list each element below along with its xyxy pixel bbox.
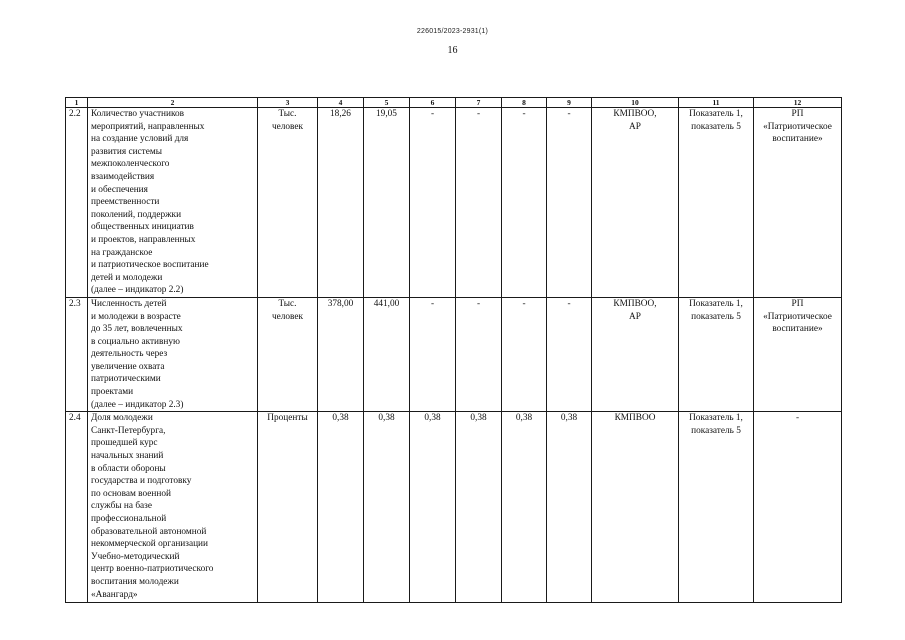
- indicator-name: [88, 108, 258, 298]
- text-line: человек: [271, 311, 304, 322]
- text-line: в области обороны: [91, 463, 166, 474]
- text-line: РП: [791, 298, 804, 309]
- text-line: образовательной автономной: [91, 526, 207, 537]
- page-number: 16: [447, 45, 458, 56]
- text-line: и патриотическое воспитание: [91, 260, 209, 271]
- value-cell: -: [547, 297, 592, 411]
- column-header: 5: [364, 98, 410, 108]
- unit-cell: [258, 108, 318, 298]
- executor-cell: [592, 412, 679, 603]
- indicator-link-cell: [679, 412, 754, 603]
- value-cell: 0,38: [456, 412, 502, 603]
- text-line: деятельность через: [91, 349, 168, 360]
- indicator-link-cell: [679, 297, 754, 411]
- text-line: КМПВОО,: [613, 109, 657, 119]
- value-cell: 378,00: [318, 297, 364, 411]
- column-header: 10: [592, 98, 679, 108]
- text-line: по основам военной: [91, 488, 171, 499]
- column-header: 9: [547, 98, 592, 108]
- text-line: на гражданское: [91, 247, 153, 258]
- text-line: воспитания молодежи: [91, 576, 179, 587]
- text-line: (далее – индикатор 2.2): [91, 285, 184, 296]
- column-header: 7: [456, 98, 502, 108]
- text-line: детей и молодежи: [91, 272, 163, 283]
- row-number: 2.4: [66, 412, 88, 603]
- text-line: поколений, поддержки: [91, 209, 182, 220]
- executor-cell: [592, 108, 679, 298]
- text-line: Показатель 1,: [689, 298, 743, 309]
- value-cell: 441,00: [364, 297, 410, 411]
- text-line: КМПВОО: [614, 413, 656, 424]
- unit-cell: [258, 412, 318, 603]
- value-cell: 0,38: [410, 412, 456, 603]
- value-cell: -: [456, 297, 502, 411]
- text-line: показатель 5: [691, 425, 741, 436]
- text-line: патриотическими: [91, 374, 161, 385]
- value-cell: 19,05: [364, 108, 410, 298]
- indicator-name: [88, 297, 258, 411]
- value-cell: -: [456, 108, 502, 298]
- text-line: Количество участников: [91, 109, 185, 119]
- text-line: на создание условий для: [91, 134, 189, 145]
- text-line: профессиональной: [91, 514, 167, 524]
- text-line: «Патриотическое: [763, 121, 832, 132]
- value-cell: 0,38: [547, 412, 592, 603]
- value-cell: -: [547, 108, 592, 298]
- text-line: КМПВОО,: [613, 298, 657, 309]
- text-line: Показатель 1,: [689, 109, 743, 119]
- text-line: АР: [629, 121, 641, 132]
- text-line: Санкт-Петербурга,: [91, 425, 166, 436]
- column-header: 6: [410, 98, 456, 108]
- value-cell: -: [410, 297, 456, 411]
- text-line: мероприятий, направленных: [91, 121, 205, 132]
- value-cell: 0,38: [364, 412, 410, 603]
- text-line: РП: [791, 109, 804, 119]
- table-row: [66, 412, 842, 603]
- text-line: и обеспечения: [91, 184, 148, 195]
- text-line: воспитание»: [772, 324, 823, 335]
- value-cell: 18,26: [318, 108, 364, 298]
- executor-cell: [592, 297, 679, 411]
- text-line: воспитание»: [772, 134, 823, 145]
- text-line: увеличение охвата: [91, 361, 165, 372]
- text-line: и проектов, направленных: [91, 234, 196, 245]
- text-line: Проценты: [267, 413, 308, 424]
- unit-cell: [258, 297, 318, 411]
- text-line: показатель 5: [691, 311, 741, 322]
- text-line: «Авангард»: [91, 589, 138, 600]
- indicator-link-cell: [679, 108, 754, 298]
- text-line: прошедшей курс: [91, 438, 158, 449]
- table-row: [66, 297, 842, 411]
- table-row: [66, 108, 842, 298]
- text-line: начальных знаний: [91, 451, 164, 462]
- column-numbers-row: [66, 98, 842, 108]
- column-header: 11: [679, 98, 754, 108]
- text-line: АР: [629, 311, 641, 322]
- text-line: (далее – индикатор 2.3): [91, 399, 184, 410]
- column-header: 8: [502, 98, 547, 108]
- text-line: межпоколенческого: [91, 159, 170, 170]
- text-line: и молодежи в возрасте: [91, 311, 181, 322]
- text-line: общественных инициатив: [91, 222, 194, 233]
- text-line: преемственности: [91, 197, 160, 208]
- project-cell: [754, 108, 842, 298]
- column-header: 12: [754, 98, 842, 108]
- column-header: 4: [318, 98, 364, 108]
- row-number: 2.3: [66, 297, 88, 411]
- text-line: развития системы: [91, 146, 162, 157]
- text-line: центр военно-патриотического: [91, 564, 214, 575]
- text-line: Тыс.: [278, 109, 297, 119]
- column-header: 2: [88, 98, 258, 108]
- project-cell: [754, 412, 842, 603]
- text-line: Показатель 1,: [689, 413, 743, 424]
- column-header: 1: [66, 98, 88, 108]
- value-cell: -: [502, 297, 547, 411]
- text-line: Тыс.: [278, 298, 297, 309]
- value-cell: 0,38: [502, 412, 547, 603]
- indicators-table: [65, 97, 842, 603]
- value-cell: 0,38: [318, 412, 364, 603]
- text-line: Численность детей: [91, 298, 167, 309]
- text-line: «Патриотическое: [763, 311, 832, 322]
- text-line: некоммерческой организации: [91, 539, 208, 550]
- text-line: Доля молодежи: [91, 413, 153, 424]
- text-line: взаимодействия: [91, 171, 155, 182]
- text-line: в социально активную: [91, 336, 180, 347]
- row-number: 2.2: [66, 108, 88, 298]
- text-line: Учебно-методический: [91, 551, 180, 562]
- text-line: проектами: [91, 387, 134, 398]
- project-cell: [754, 297, 842, 411]
- value-cell: -: [502, 108, 547, 298]
- text-line: -: [795, 413, 800, 424]
- column-header: 3: [258, 98, 318, 108]
- text-line: показатель 5: [691, 121, 741, 132]
- indicator-name: [88, 412, 258, 603]
- value-cell: -: [410, 108, 456, 298]
- text-line: человек: [271, 121, 304, 132]
- text-line: до 35 лет, вовлеченных: [91, 324, 183, 335]
- text-line: государства и подготовку: [91, 476, 192, 487]
- document-id: 226015/2023-2931(1): [416, 28, 489, 35]
- text-line: службы на базе: [91, 501, 152, 512]
